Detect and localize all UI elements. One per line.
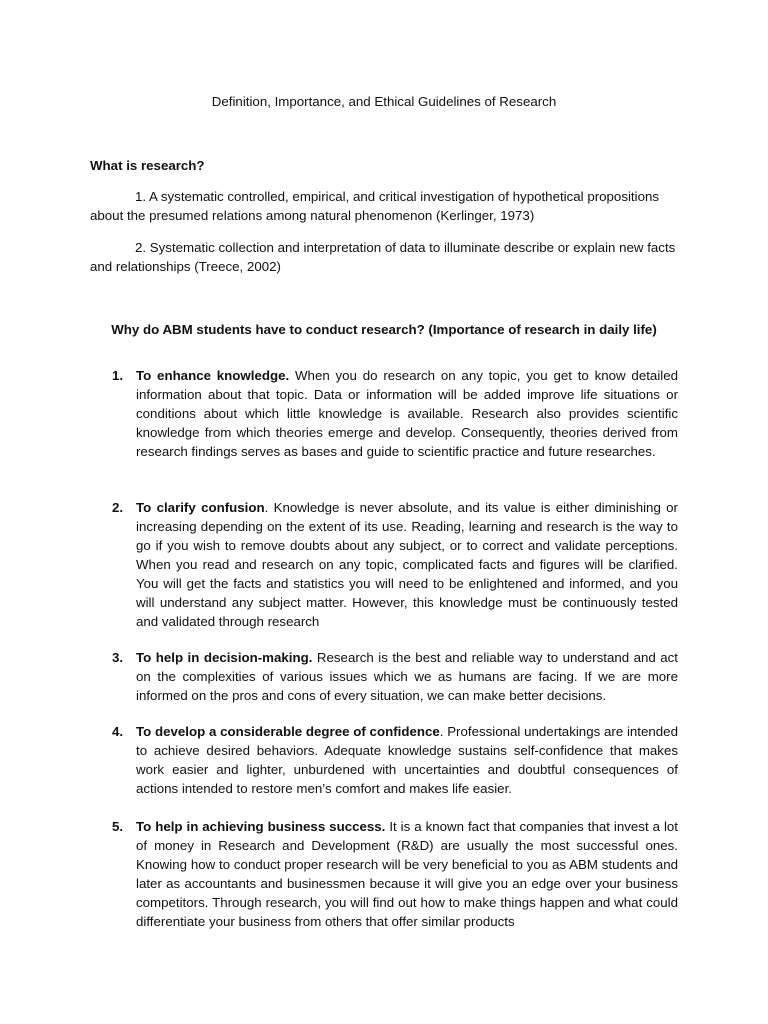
list-item-number: 4. [112, 724, 124, 739]
what-is-research-heading: What is research? [90, 158, 205, 173]
definition-2: 2. Systematic collection and interpretation of data to illuminate describe or explain new facts and relationships (Treece, 2002) [90, 240, 676, 274]
list-item-text: . Knowledge is never absolute, and its value is either diminishing or increasing depending on the extent of its use. Reading, learning and research is the way to go if you wish to remove doubts about any subject, or to correct and validate perceptions. When you read and research on any topic, complicated facts and figures will be clarified. You will get the facts and statistics you will need to be enlightened and informed, and you will understand any subject matter. However, this knowledge must be continuously tested and validated through research [136, 500, 678, 629]
list-item-body [136, 366, 678, 461]
list-item-body [136, 648, 678, 705]
list-item-number: 5. [112, 819, 124, 834]
list-item-text: It is a known fact that companies that invest a lot of money in Research and Development (R&D) are usually the most successful ones. Knowing how to conduct proper research will be very beneficial to you as ABM students and later as accountants and businessmen because it will give you an edge over your business competitors. Through research, you will find out how to make things happen and what could differentiate your business from others that offer similar products [136, 819, 679, 929]
list-item-lead: To develop a considerable degree of confidence [136, 724, 440, 739]
list-item-lead: To help in achieving business success. [136, 819, 386, 834]
list-item-body [136, 817, 678, 931]
document-title: Definition, Importance, and Ethical Guidelines of Research [211, 94, 557, 109]
list-item [112, 817, 678, 931]
list-item-text: Research is the best and reliable way to understand and act on the complexities of various issues which we as humans are facing. If we are more informed on the pros and cons of every situation, we can make better decisions. [136, 650, 678, 703]
list-item [112, 498, 678, 631]
list-item [112, 722, 678, 798]
list-item-lead: To enhance knowledge. [136, 368, 290, 383]
list-item-text: When you do research on any topic, you get to know detailed information about that topic. Data or information will be added improve life situations or conditions about which little knowledge is available. Research also provides scientific knowledge from which theories emerge and develop. Consequently, theories derived from research findings serves as bases and guide to scientific practice and future researches. [136, 368, 679, 459]
list-item-lead: To help in decision-making. [136, 650, 313, 665]
list-item [112, 366, 678, 461]
list-item-text: . Professional undertakings are intended to achieve desired behaviors. Adequate knowledge sustains self-confidence that makes work easier and lighter, unburdened with uncertainties and doubtful consequences of actions intended to restore men’s comfort and makes life easier. [136, 724, 678, 796]
list-item-number: 1. [112, 368, 124, 383]
list-item-body [136, 498, 678, 631]
definition-1: 1. A systematic controlled, empirical, and critical investigation of hypothetical propositions about the presumed relations among natural phenomenon (Kerlinger, 1973) [90, 189, 660, 223]
list-item-number: 2. [112, 500, 124, 515]
list-item-number: 3. [112, 650, 124, 665]
importance-heading: Why do ABM students have to conduct research? (Importance of research in daily life) [111, 322, 657, 337]
list-item [112, 648, 678, 705]
list-item-lead: To clarify confusion [136, 500, 265, 515]
list-item-body [136, 722, 678, 798]
